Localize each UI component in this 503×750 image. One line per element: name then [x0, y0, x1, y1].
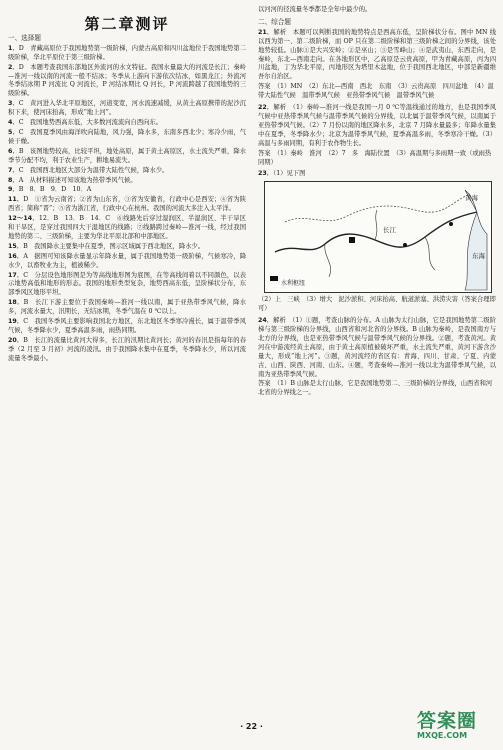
answer-text: D ①省为云南省；②省为山东省，③省为安徽省，行政中心是西安；④省为陕西省；简称“晋”；⑤省为浙江省，行政中心在杭州。我国的河流大多注入太平洋。	[8, 196, 246, 213]
answer-item	[8, 177, 246, 186]
answer-number: 20．	[8, 336, 24, 344]
map-label: 东海	[472, 252, 485, 261]
answer-number: 15．	[8, 242, 24, 250]
answer-item	[8, 119, 246, 128]
answer-number: 17．	[8, 271, 24, 279]
answer-number: 18．	[8, 299, 24, 307]
answer-item	[8, 299, 246, 317]
answer-text: C 黄河进入华北平原地区，河道变宽，河水流速减缓，从黄土高原携带的泥沙沉积下来，使河床抬高，形成“地上河”。	[8, 100, 246, 117]
answer-list	[8, 45, 246, 364]
q21-analysis: 21．解析 本题可以判断我国的地势特点是西高东低，呈阶梯状分布。图中 MN 线以西为第一、第二级阶梯，而 OP 只在第二级阶梯和第三级阶梯之间的分界线，该处地势较低。山脉①是大兴安岭；②是巫山；③是雪峰山；④是武夷山，东西走向，是秦岭，东北—西南走向。在各地形区中，乙高原是云贵高原，甲为青藏高原，丙为四川盆地，丁为华北平原，丙地形区为塔里木盆地，位于我国西北地区，中部是新疆维吾尔自治区。	[258, 28, 496, 81]
section-comprehensive-heading: 二、综合题	[258, 17, 291, 26]
page-number: · 22 ·	[240, 722, 263, 731]
tributary-line	[325, 244, 331, 277]
watermark-logo-text: 答案圈	[417, 710, 478, 732]
answer-number: 16．	[8, 252, 24, 260]
answer-item	[8, 45, 246, 63]
answer-item	[8, 337, 246, 364]
q24-analysis: 24．解析 （1）①题，考查山脉的分布。A 山脉为太行山脉，它是我国地势第二级阶梯与第三级阶梯的分界线，山西省和河北省的分界线。B 山脉为秦岭，是我国南方与北方的分界线，也是亚热带季风气候与温带季风气候的分界线。②题，考查黄河。黄河在中游流经黄土高原，由于黄土高原植被破坏严重，水土流失严重，黄河下游含沙量大，形成“地上河”。③题，黄河流经的省区有：青海、四川、甘肃、宁夏、内蒙古、山西、陕西、河南、山东。④题，考查秦岭—淮河一线以北为温带季风气候，以南为亚热带季风气候。	[258, 317, 496, 378]
answer-text: C 我国地势西高东低，大多数河流流向自西向东。	[18, 119, 163, 127]
answer-number: 9．	[8, 186, 19, 194]
answer-text: B 我国降水主要集中在夏季，图示区域属于西北地区，降水少。	[23, 242, 205, 250]
answer-number: 1．	[8, 44, 19, 52]
answer-text: B 8．B 9．D 10．A	[18, 186, 92, 194]
answer-item	[8, 215, 246, 242]
answer-number: 3．	[8, 100, 19, 108]
answer-number: 19．	[8, 318, 24, 326]
answer-text: D 本题考查我国东部地区外流河的水文特征。我国水量最大的河流是长江；秦岭—淮河一线以南的河流一般不结冰；冬季从上游向下游依次结冰，如黑龙江；外流河冬季结冰期 P 河流比 Q 河流长，P 河结冰期比 Q 河长，P 河流跨越了我国地势的三级阶梯。	[8, 63, 246, 98]
continued-text: 以河河的径流量冬季都是全年中最少的。	[258, 6, 372, 13]
river-map-figure	[264, 181, 492, 293]
watermark-url: MXQE.COM	[417, 731, 468, 740]
q23-answer: （2）上 三峡 （3）增大 泥沙淤积、河床抬高、航道淤塞、洪涝灾害（答案合理即可）	[258, 296, 496, 313]
answer-text: 12．B 13．B 14．C ⑥线路先后穿过湿润区、半湿润区、半干旱区和干旱区，是穿过我国四大干湿地区的线路；⑦线路跨过秦岭—淮河一线，经过我国地势的第二、三级阶梯，主要为华北平原北部和中部地区。	[8, 215, 246, 240]
answer-number: 5．	[8, 128, 19, 136]
q21-number: 21．	[258, 28, 274, 36]
city-dot	[403, 243, 407, 247]
left-column	[8, 15, 247, 365]
answer-item	[8, 253, 246, 271]
site-watermark	[417, 706, 495, 742]
answer-number: 12～14．	[8, 215, 39, 223]
answer-item	[8, 243, 246, 252]
answer-item	[8, 64, 246, 100]
answer-text: C 分层设色地形图是为等高线地形图为底图，在等高线间着以不同颜色，以表示地势高低和地形的形态。我国的地形类型复杂，地势西高东低，呈阶梯状分布，东部季风区地形平坦。	[8, 271, 247, 297]
answer-text: A 从材料描述可知该地为热带季风气候。	[18, 176, 137, 184]
answer-item	[8, 196, 246, 214]
answer-item	[8, 186, 246, 195]
q22-analysis: 22．解析 （1）秦岭—淮河一线是我国一月 0 ℃等温线通过的地方，也是我国季风气候中亚热带季风气候与温带季风气候的分界线，以北属于温带季风气候，以南属于亚热带季风气候。（2）7 月份以南的地区降水多，北京 7 月降水量最多；年降水量集中在夏季，冬季降水少；北京为温带季风气候，夏季高温多雨，冬季寒冷干燥。（3）高温与多雨同期，有利于农作物生长。	[258, 104, 496, 147]
answer-text: A 据图可知该降水量显示年降水量，属于我国地势第一级阶梯，气候寒冷，降水少，以畜牧业为主，植被稀少。	[8, 252, 246, 269]
figure-legend-caption: 水利枢纽	[281, 280, 306, 288]
answer-text: C 我国西北地区大部分为温带大陆性气候，降水少。	[18, 166, 169, 174]
river-map-svg	[265, 182, 491, 292]
answer-text: C 我国夏季风由海洋吹向陆地，风力强，降水多，东南多西北少；寒冷少雨，气候干燥。	[8, 128, 246, 145]
tributary-line	[375, 210, 377, 240]
boundary-line	[285, 194, 470, 222]
answer-item	[8, 100, 246, 118]
page-title: 第二章测评	[84, 15, 170, 33]
answer-item	[8, 272, 246, 299]
answer-text: D 青藏高原位于我国地势第一级阶梯，内蒙古高原和四川盆地位于我国地势第二级阶梯，华北平原位于第三级阶梯。	[8, 44, 246, 61]
answer-number: 6．	[8, 147, 19, 155]
tributary-line	[425, 237, 435, 270]
q23-label-row: 23．（1）见下图	[258, 170, 306, 178]
city-dot	[449, 222, 453, 226]
q21-answer: 答案 （1）MN （2）东北—西南 西北 东南 （3）云贵高原 四川盆地 （4）温带大陆性气候 温带季风气候 亚热带季风气候 温带季风气候	[258, 83, 494, 100]
answer-text: B 长江的流量比黄河大得多，长江的汛期比黄河长；黄河的春汛是指每年的春季（2 月至 3 月初）河流的凌汛。由于我国降水集中在夏季，冬季降水少，所以河流流量冬季最小。	[8, 336, 246, 362]
answer-item	[8, 167, 246, 176]
answer-number: 2．	[8, 63, 19, 71]
map-label: 长江	[383, 226, 396, 235]
answer-number: 4．	[8, 119, 19, 127]
q22-answer: 答案 （1）秦岭 淮河 （2）7 多 海陆位置 （3）高温期与多雨期一致（或雨热同期）	[258, 149, 492, 166]
map-label: 黄海	[465, 194, 478, 203]
sea-area	[465, 190, 487, 290]
dam-marker	[349, 237, 355, 243]
answer-number: 11．	[8, 196, 24, 204]
answer-item	[8, 318, 246, 336]
q24-answer: 答案 （1）B 山脉是太行山脉，它是我国地势第二、三级阶梯的分界线，山西省和河北省的分界线之一。	[258, 380, 493, 397]
q24-number: 24．	[258, 317, 274, 325]
section-choice-heading: 一、选择题	[8, 33, 41, 42]
right-column	[258, 6, 496, 401]
answer-number: 7．	[8, 166, 19, 174]
legend-symbol	[270, 276, 278, 281]
q22-number: 22．	[258, 104, 274, 112]
answer-text: B 长江下游主要位于我国秦岭—淮河一线以南，属于亚热带季风气候，降水多，河流水量大，汛期长，无结冰期，冬季气温在 0 ℃以上。	[8, 299, 246, 316]
answer-number: 8．	[8, 176, 19, 184]
answer-text: B 该图地势较高，比较平坦，地处高原，属于黄土高原区，水土流失严重，降水季节分配不均，利于农业生产，耕地易流失。	[8, 147, 246, 164]
answer-text: C 我国冬季风主要影响我国北方地区，东北地区冬季寒冷漫长，属于温带季风气候，冬季降水少，夏季高温多雨，雨热同期。	[8, 318, 247, 334]
answer-item	[8, 148, 246, 166]
answer-item	[8, 129, 246, 147]
